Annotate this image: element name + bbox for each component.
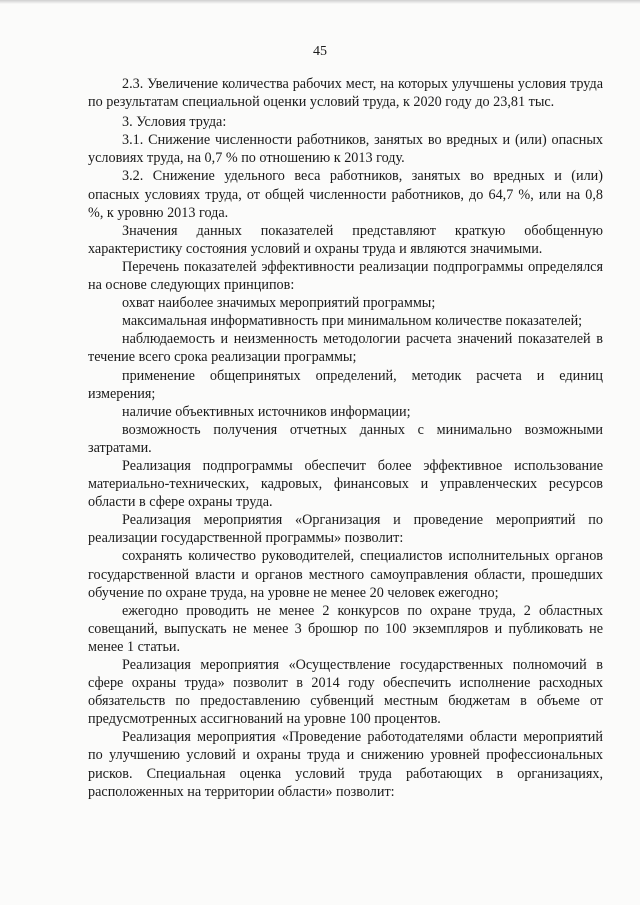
- paragraph-subprogram-effect: Реализация подпрограммы обеспечит более эффективное использование материально-технических, кадровых, финансовых и управленческих ресурсов области в сфере охраны труда.: [88, 457, 603, 511]
- list-item-measure-result: сохранять количество руководителей, специалистов исполнительных органов государственной власти и органов местного самоуправления области, прошедших обучение по охране труда, на уровне не менее 20 человек ежегодно;: [88, 548, 603, 601]
- paragraph-principles-intro: Перечень показателей эффективности реализации подпрограммы определялся на основе следующих принципов:: [88, 258, 603, 294]
- paragraph-2-3: 2.3. Увеличение количества рабочих мест, на которых улучшены условия труда по результатам специальной оценки условий труда, к 2020 году до 23,81 тыс.: [88, 76, 603, 111]
- paragraph-section-3: 3. Условия труда:: [122, 114, 227, 131]
- page-number: 45: [313, 44, 327, 59]
- paragraph-measure-employers: Реализация мероприятия «Проведение работодателями области мероприятий по улучшению условий и охраны труда и снижению уровней профессиональных рисков. Специальная оценка условий труда работающих в организациях, расположенных на территории области» позволит:: [88, 729, 603, 800]
- list-item-measure-result: ежегодно проводить не менее 2 конкурсов по охране труда, 2 областных совещаний, выпускать не менее 3 брошюр по 100 экземпляров и публиковать не менее 1 статьи.: [88, 602, 603, 655]
- list-item-principle: применение общепринятых определений, методик расчета и единиц измерения;: [88, 367, 603, 402]
- list-item-principle: наличие объективных источников информации;: [122, 403, 411, 420]
- paragraph-3-1: 3.1. Снижение численности работников, занятых во вредных и (или) опасных условиях труда, на 0,7 % по отношению к 2013 году.: [88, 132, 603, 167]
- list-item-principle: возможность получения отчетных данных с минимально возможными затратами.: [88, 421, 603, 456]
- paragraph-3-2: 3.2. Снижение удельного веса работников, занятых во вредных и (или) опасных условиях труда, от общей численности работников, до 64,7 %, или на 0,8 %, к уровню 2013 года.: [88, 168, 603, 221]
- paragraph-measure-state-powers: Реализация мероприятия «Осуществление государственных полномочий в сфере охраны труда» позволит в 2014 году обеспечить исполнение расходных обязательств по предоставлению субвенций местным бюджетам в объеме от предусмотренных ассигнований на уровне 100 процентов.: [88, 657, 603, 728]
- list-item-principle: охват наиболее значимых мероприятий программы;: [122, 295, 436, 312]
- paragraph-measure-organization: Реализация мероприятия «Организация и проведение мероприятий по реализации государственной программы» позволит:: [88, 512, 603, 547]
- list-item-principle: наблюдаемость и неизменность методологии расчета значений показателей в течение всего срока реализации программы;: [88, 331, 603, 366]
- paragraph-indicators-meaning: Значения данных показателей представляют краткую обобщенную характеристику состояния условий и охраны труда и являются значимыми.: [88, 222, 603, 257]
- list-item-principle: максимальная информативность при минимальном количестве показателей;: [122, 313, 583, 330]
- document-body: [88, 75, 603, 801]
- scan-top-edge: [0, 0, 640, 4]
